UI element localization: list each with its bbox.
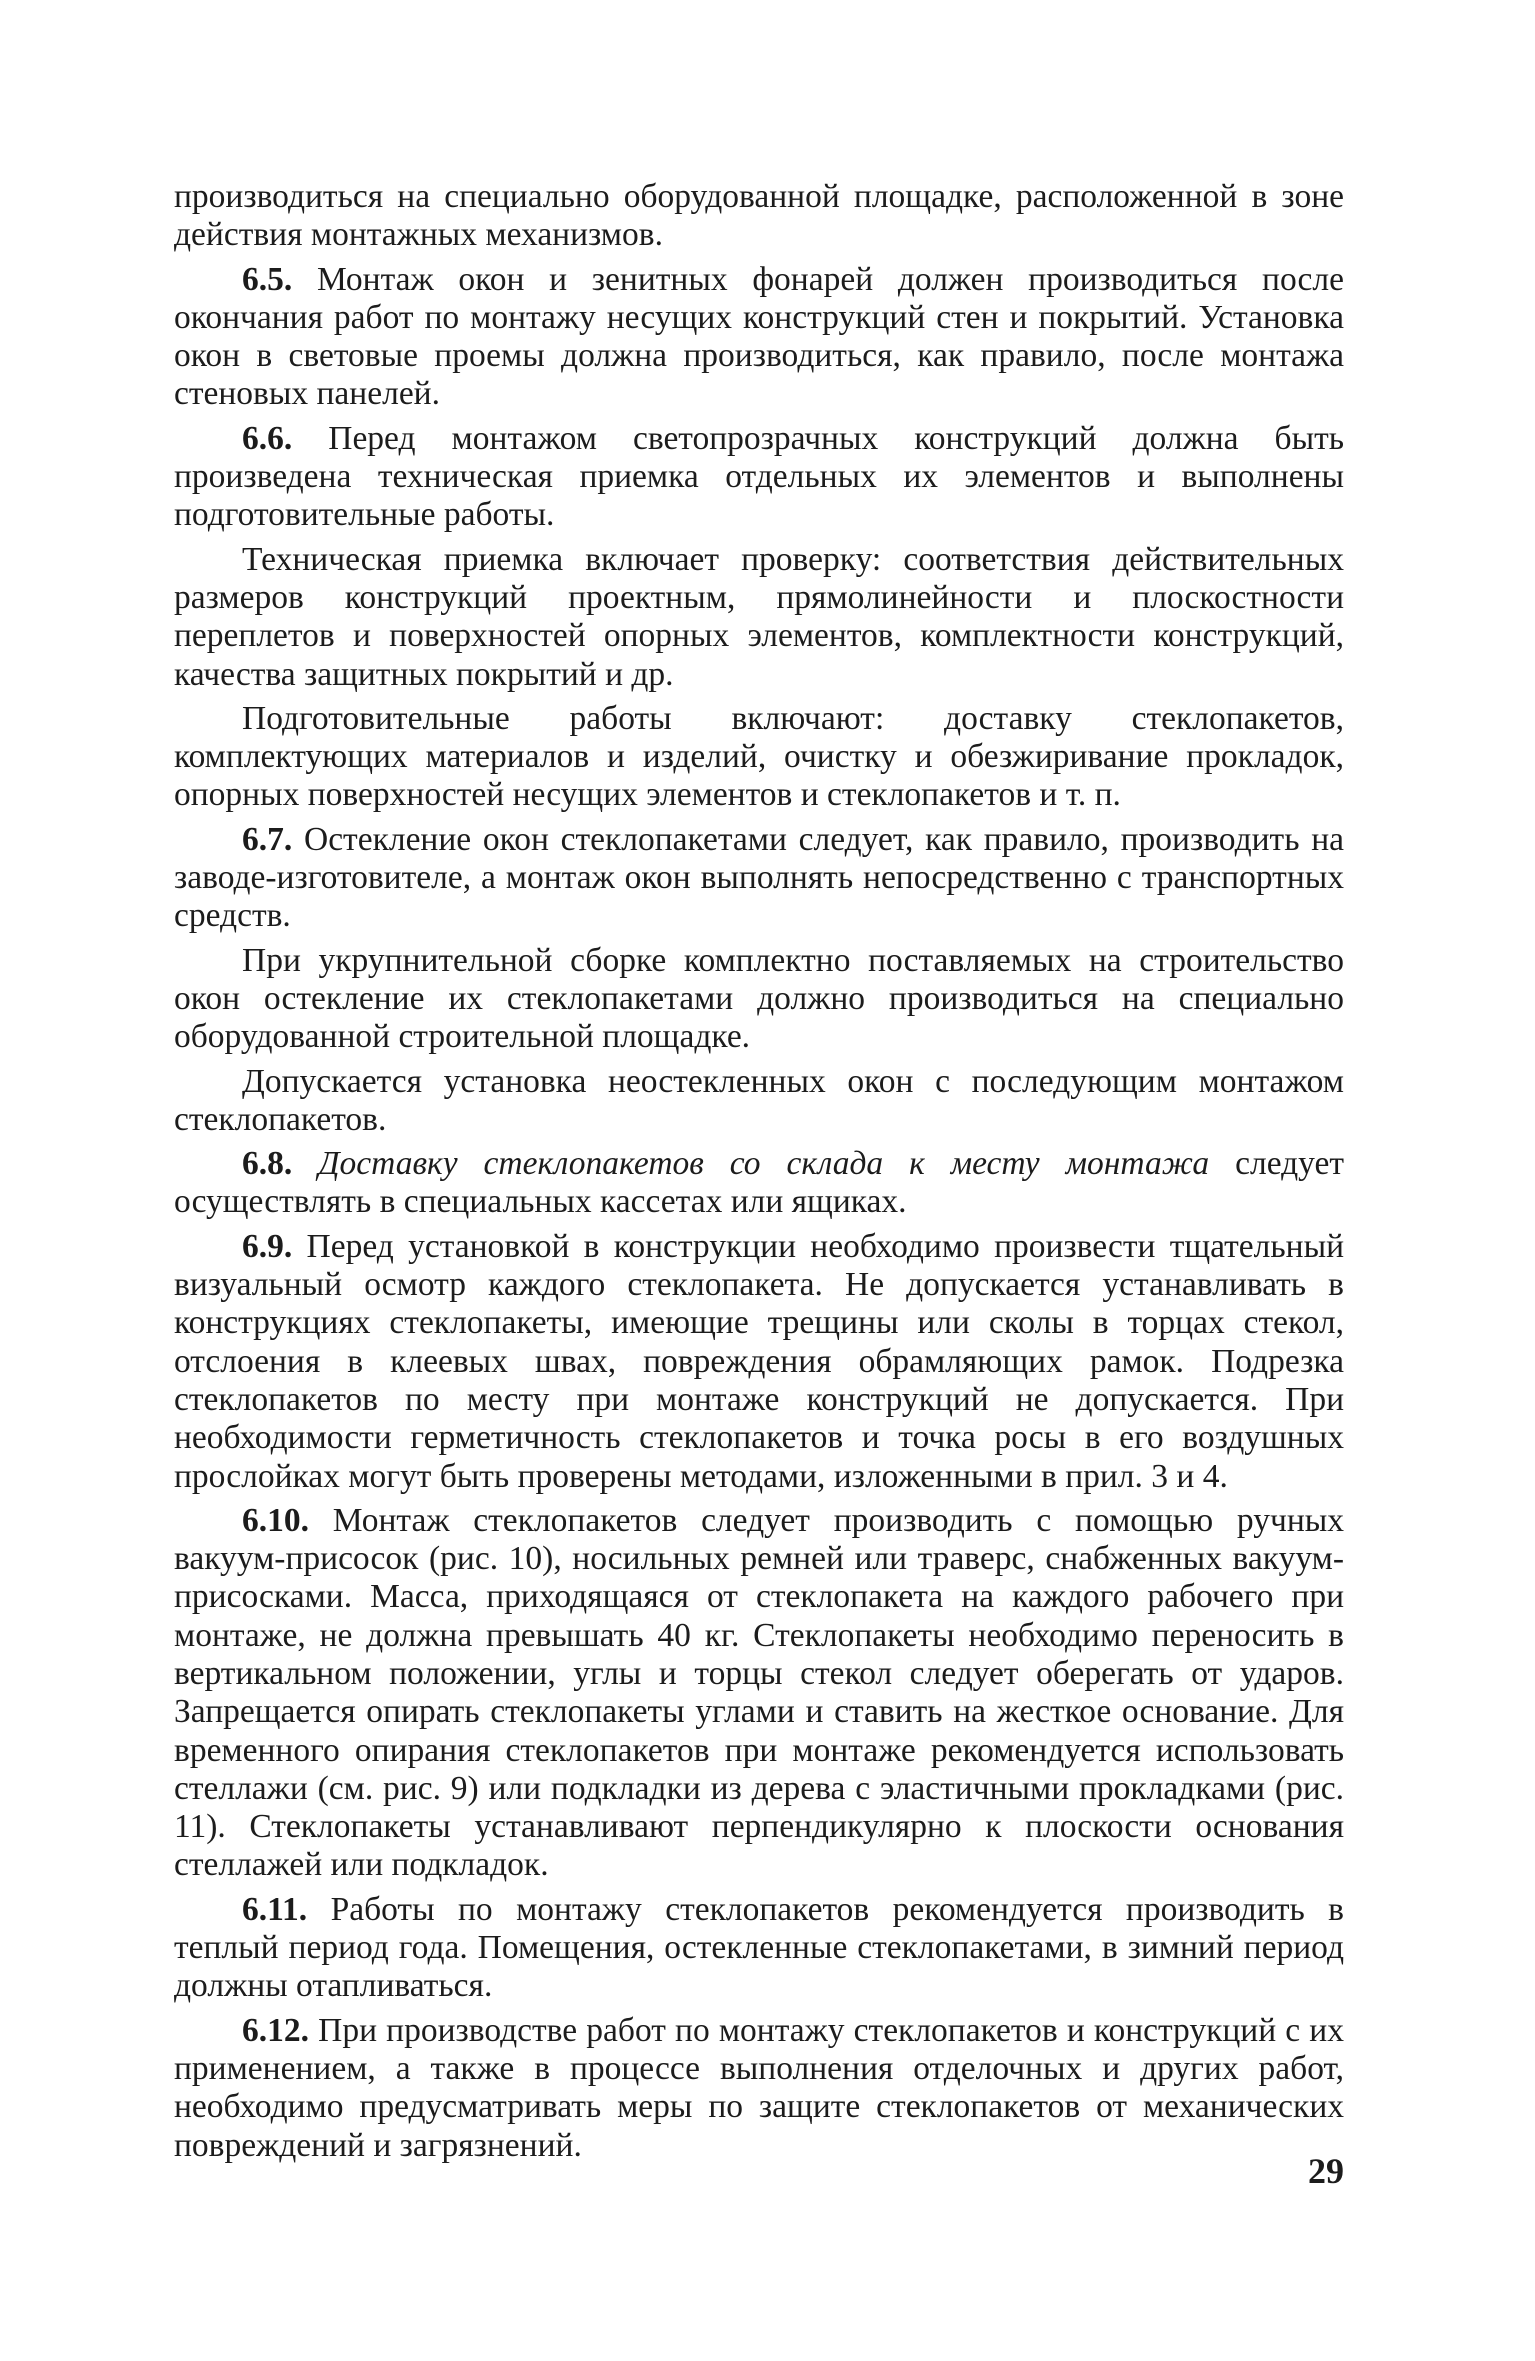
section-number: 6.12. xyxy=(242,2011,309,2049)
paragraph-text: Остекление окон стеклопакетами следует, как правило, производить на заводе-изготовителе, а монтаж окон выполнять непосредственно с транспортных средств. xyxy=(174,820,1345,935)
section-number: 6.9. xyxy=(242,1227,293,1265)
paragraph-text: Работы по монтажу стеклопакетов рекомендуется производить в теплый период года. Помещения, остекленные стеклопакетами, в зимний период должны отапливаться. xyxy=(174,1890,1344,2005)
paragraph-text: Техническая приемка включает проверку: соответствия действительных размеров конструкций проектным, прямолинейности и плоскостности переплетов и поверхностей опорных элементов, комплектности конструкций, качества защитных покрытий и др. xyxy=(174,540,1344,693)
paragraph-technical-acceptance xyxy=(174,541,1344,694)
section-number: 6.7. xyxy=(242,820,293,858)
paragraph-text: При укрупнительной сборке комплектно поставляемых на строительство окон остекление их стеклопакетами должно производиться на специально оборудованной строительной площадке. xyxy=(174,941,1344,1056)
section-number: 6.8. xyxy=(242,1145,293,1183)
paragraph-text: Допускается установка неостекленных окон с последующим монтажом стеклопакетов. xyxy=(174,1062,1344,1138)
paragraph-italic-text: Доставку стеклопакетов со склада к месту монтажа xyxy=(318,1145,1236,1183)
paragraph-text: производиться на специально оборудованной площадке, расположенной в зоне действия монтажных механизмов. xyxy=(174,178,1344,254)
paragraph-text: Перед установкой в конструкции необходимо произвести тщательный визуальный осмотр каждого стеклопакета. Не допускается устанавливать в конструкциях стеклопакеты, имеющие трещины или сколы в торцах стекол, отслоения в клеевых швах, повреждения обрамляющих рамок. Подрезка стеклопакетов по месту при монтаже конструкций не допускается. При необходимости герметичность стеклопакетов и точка росы в его воздушных прослойках могут быть проверены методами, изложенными в прил. 3 и 4. xyxy=(174,1227,1345,1495)
paragraph-preparatory-works xyxy=(174,700,1344,815)
section-6-10 xyxy=(174,1502,1344,1885)
paragraph-continued xyxy=(174,178,1344,255)
paragraph-text: следует осуществлять в специальных кассетах или ящиках. xyxy=(174,1145,1344,1221)
section-6-7 xyxy=(174,821,1344,936)
section-6-12 xyxy=(174,2012,1344,2165)
paragraph-enlargement-assembly xyxy=(174,942,1344,1057)
paragraph-text: При производстве работ по монтажу стеклопакетов и конструкций с их применением, а также в процессе выполнения отделочных и других работ, необходимо предусматривать меры по защите стеклопакетов от механических повреждений и загрязнений. xyxy=(174,2011,1344,2164)
paragraph-text: Монтаж стеклопакетов следует производить с помощью ручных вакуум-присосок (рис. 10), носильных ремней или траверс, снабженных вакуум-присосками. Масса, приходящаяся от стеклопакета на каждого рабочего при монтаже, не должна превышать 40 кг. Стеклопакеты необходимо переносить в вертикальном положении, углы и торцы стекол следует оберегать от ударов. Запрещается опирать стеклопакеты углами и ставить на жесткое основание. Для временного опирания стеклопакетов при монтаже рекомендуется использовать стеллажи (см. рис. 9) или подкладки из дерева с эластичными прокладками (рис. 11). Стеклопакеты устанавливают перпендикулярно к плоскости основания стеллажей или подкладок. xyxy=(174,1501,1345,1884)
paragraph-text: Подготовительные работы включают: доставку стеклопакетов, комплектующих материалов и изделий, очистку и обезжиривание прокладок, опорных поверхностей несущих элементов и стеклопакетов и т. п. xyxy=(174,699,1344,814)
section-number: 6.11. xyxy=(242,1890,308,1928)
section-number: 6.10. xyxy=(242,1501,309,1539)
section-6-9 xyxy=(174,1228,1344,1496)
section-6-8 xyxy=(174,1145,1344,1222)
section-6-5 xyxy=(174,261,1344,414)
section-6-6 xyxy=(174,420,1344,535)
section-6-11 xyxy=(174,1891,1344,2006)
page-number: 29 xyxy=(1308,2151,1344,2191)
page-body xyxy=(174,178,1344,2171)
section-number: 6.6. xyxy=(242,419,293,457)
paragraph-text: Монтаж окон и зенитных фонарей должен производиться после окончания работ по монтажу несущих конструкций стен и покрытий. Установка окон в световые проемы должна производиться, как правило, после монтажа стеновых панелей. xyxy=(174,260,1344,413)
paragraph-text: Перед монтажом светопрозрачных конструкций должна быть произведена техническая приемка отдельных их элементов и выполнены подготовительные работы. xyxy=(174,419,1344,534)
paragraph-unglazed-windows xyxy=(174,1063,1344,1140)
section-number: 6.5. xyxy=(242,260,293,298)
